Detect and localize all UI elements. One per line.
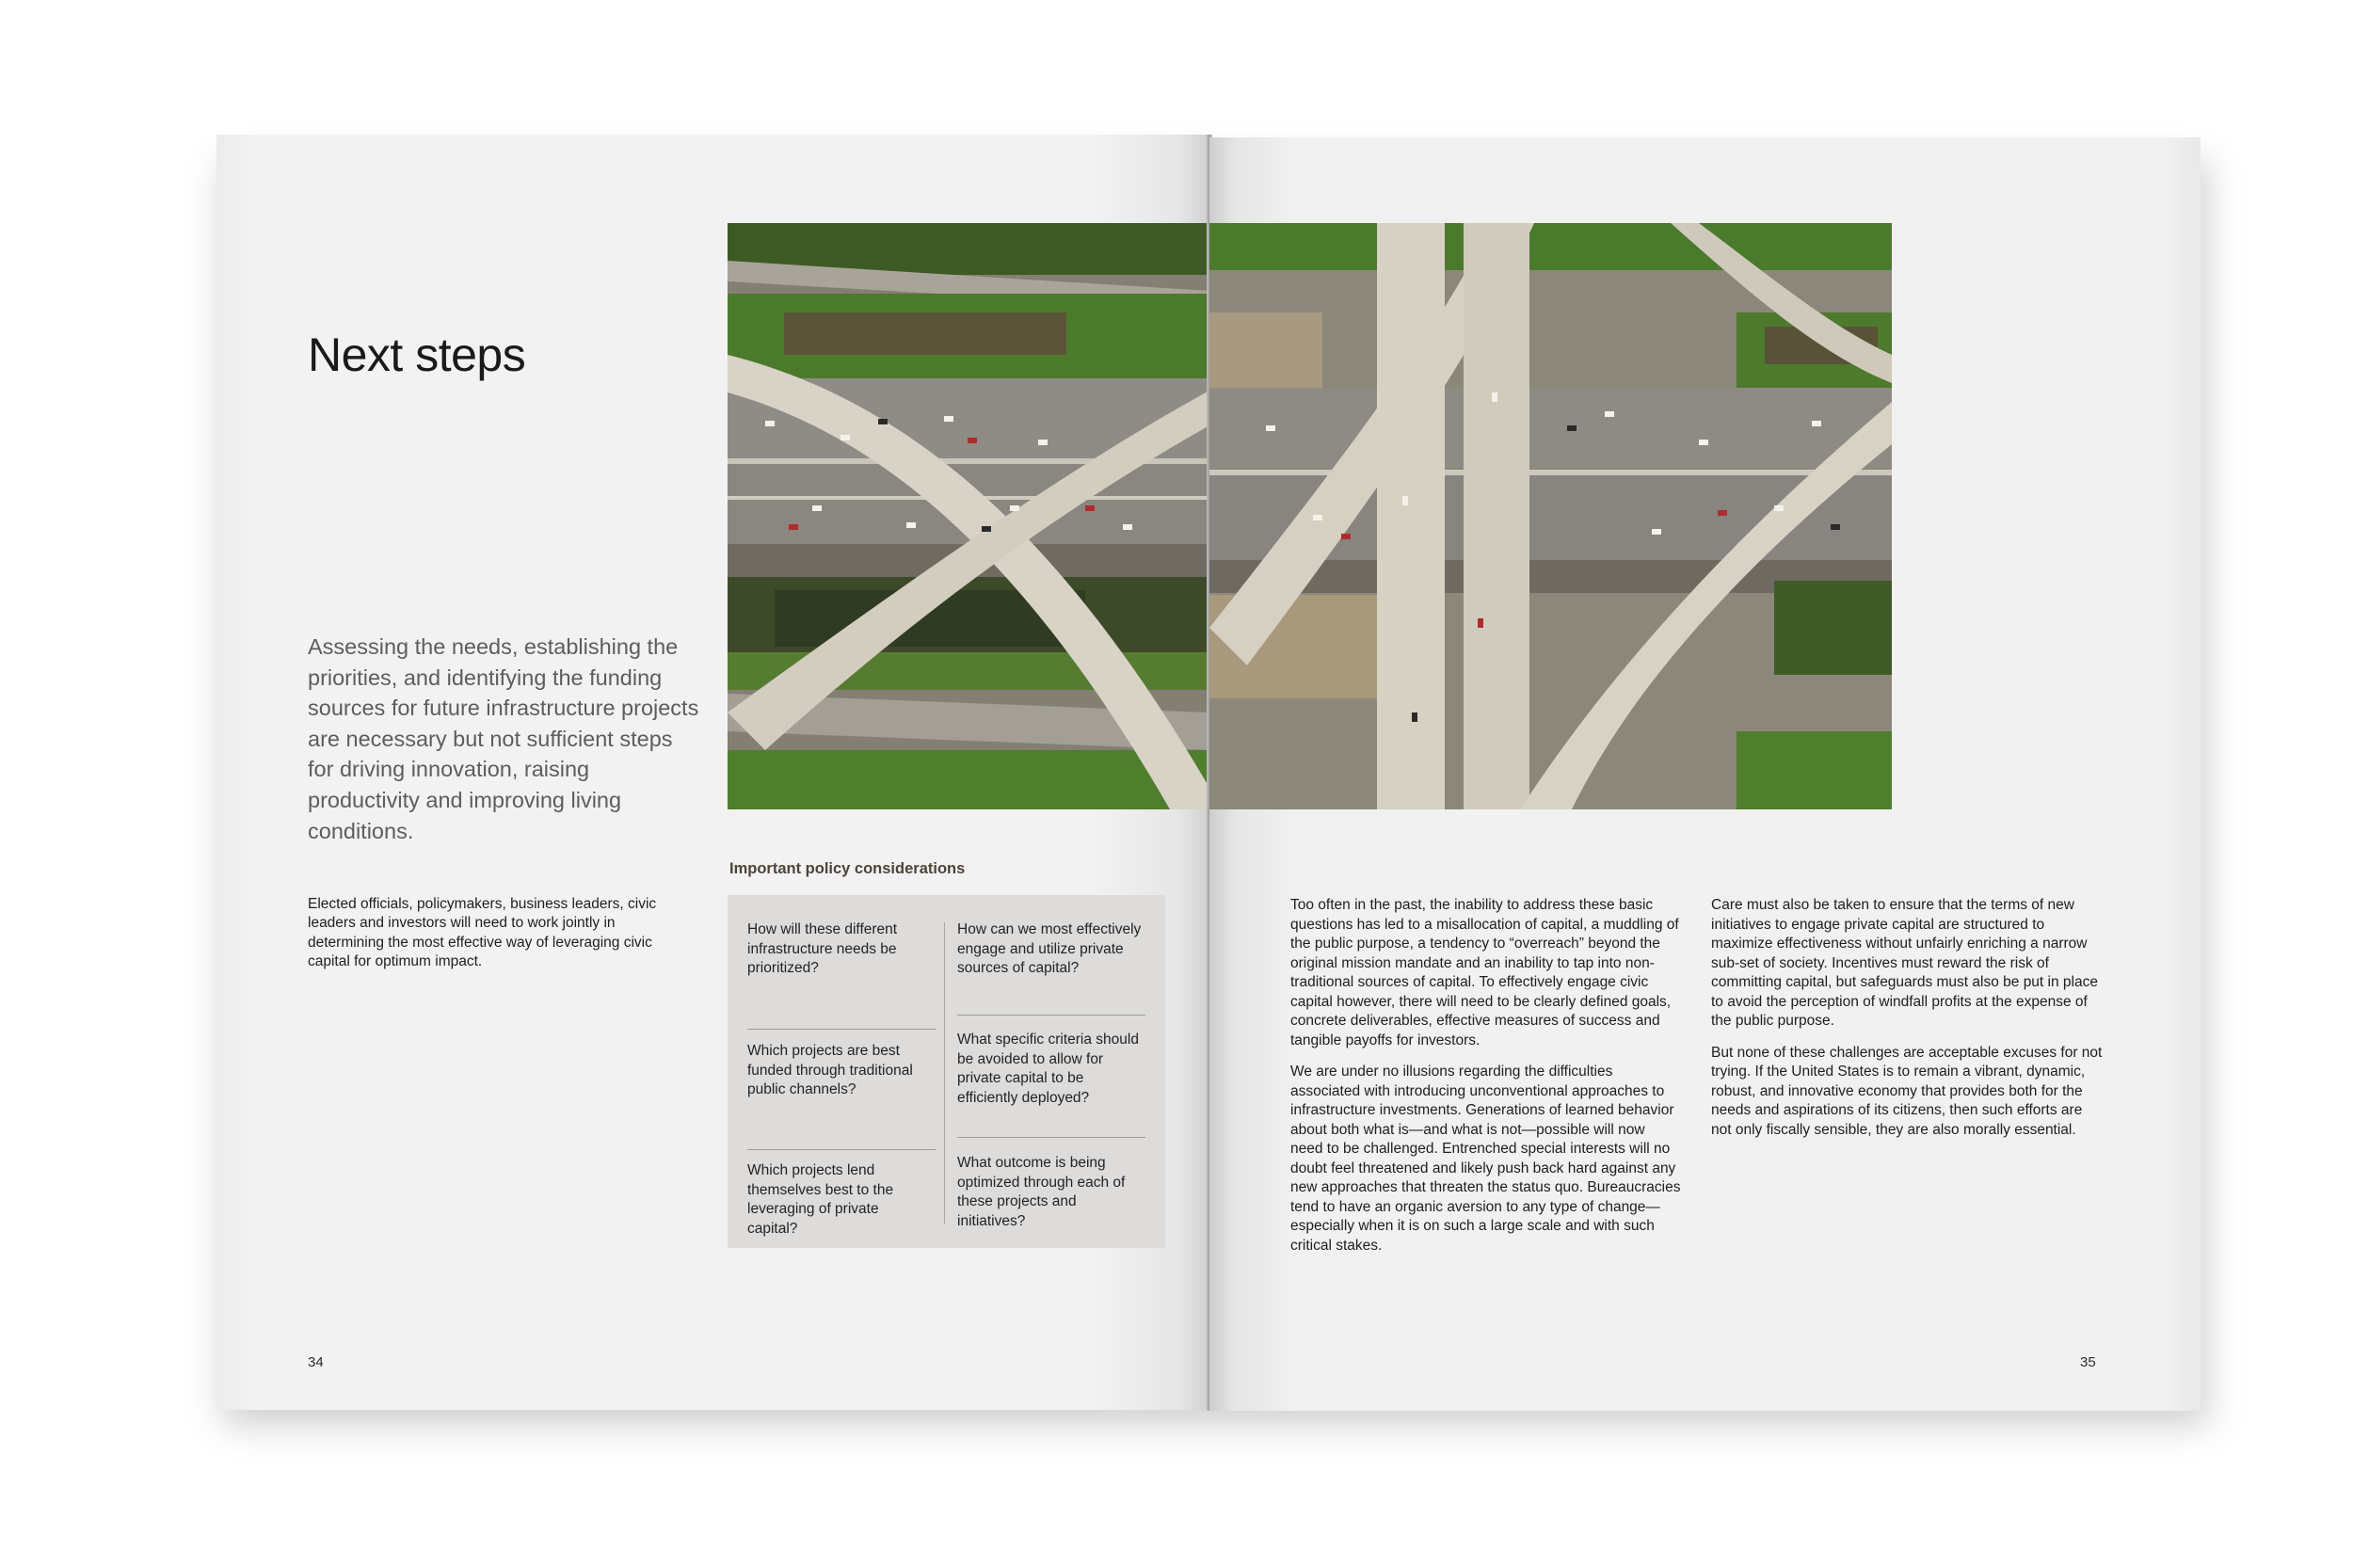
policy-question: Which projects lend themselves best to the leveraging of private capital? xyxy=(747,1162,894,1237)
policy-considerations-box xyxy=(728,895,1165,1248)
policy-question: Which projects are best funded through traditional public channels? xyxy=(747,1043,913,1098)
divider xyxy=(747,1149,936,1150)
body-paragraph: We are under no illusions regarding the difficulties associated with introducing unconventional approaches to infrastructure investments. Generations of learned behavior about both what is—and what is not—possible will now need to be challenged. Entrenched special interests will no doubt feel threatened and likely push back hard against any new approaches that threaten the status quo. Bureaucracies tend to have an organic aversion to any type of change—especially when it is on such a large scale and with such critical stakes. xyxy=(1290,1064,1681,1254)
highway-photo-right xyxy=(1209,223,1892,809)
lead-paragraph: Assessing the needs, establishing the priorities, and identifying the funding sources for future infrastructure projects are necessary but not sufficient steps for driving innovation, raising productivity and improving living conditions. xyxy=(308,634,699,843)
policy-question: What specific criteria should be avoided to allow for private capital to be efficiently deployed? xyxy=(957,1032,1139,1106)
divider xyxy=(747,1029,936,1030)
page-number-left: 34 xyxy=(308,1354,324,1370)
divider xyxy=(957,1137,1145,1138)
highway-photo-left xyxy=(728,223,1209,809)
body-column-2 xyxy=(1711,896,2106,1152)
body-paragraph: But none of these challenges are acceptable excuses for not trying. If the United States is to remain a vibrant, dynamic, robust, and innovative economy that provides both for the needs and aspirations of its citizens, then such efforts are not only fiscally sensible, they are also morally essential. xyxy=(1711,1044,2103,1138)
right-page xyxy=(1209,137,2201,1411)
policy-question: What outcome is being optimized through each of these projects and initiatives? xyxy=(957,1155,1126,1229)
left-page xyxy=(216,135,1209,1410)
divider xyxy=(957,1015,1145,1016)
body-column-1 xyxy=(1290,896,1681,1268)
column-divider xyxy=(944,922,945,1224)
page-title: Next steps xyxy=(308,328,526,381)
intro-paragraph: Elected officials, policymakers, business leaders, civic leaders and investors will need to work jointly in determining the most effective way of leveraging civic capital for optimum impact. xyxy=(308,896,657,969)
body-paragraph: Too often in the past, the inability to address these basic questions has led to a misallocation of capital, a muddling of the public purpose, a tendency to “overreach” beyond the original mission mandate and an inability to tap into non-traditional sources of capital. To effectively engage civic capital however, there will need to be clearly defined goals, concrete deliverables, effective measures of success and tangible payoffs for investors. xyxy=(1290,897,1679,1048)
body-paragraph: Care must also be taken to ensure that the terms of new initiatives to engage private capital are structured to maximize effectiveness without unfairly enriching a narrow sub-set of society. Incentives must reward the risk of committing capital, but safeguards must also be put in place to avoid the perception of windfall profits at the expense of the public purpose. xyxy=(1711,897,2098,1029)
policy-question: How can we most effectively engage and utilize private sources of capital? xyxy=(957,921,1142,977)
policy-box-heading: Important policy considerations xyxy=(729,860,966,877)
policy-question: How will these different infrastructure needs be prioritized? xyxy=(747,921,898,977)
page-number-right: 35 xyxy=(2080,1354,2096,1370)
